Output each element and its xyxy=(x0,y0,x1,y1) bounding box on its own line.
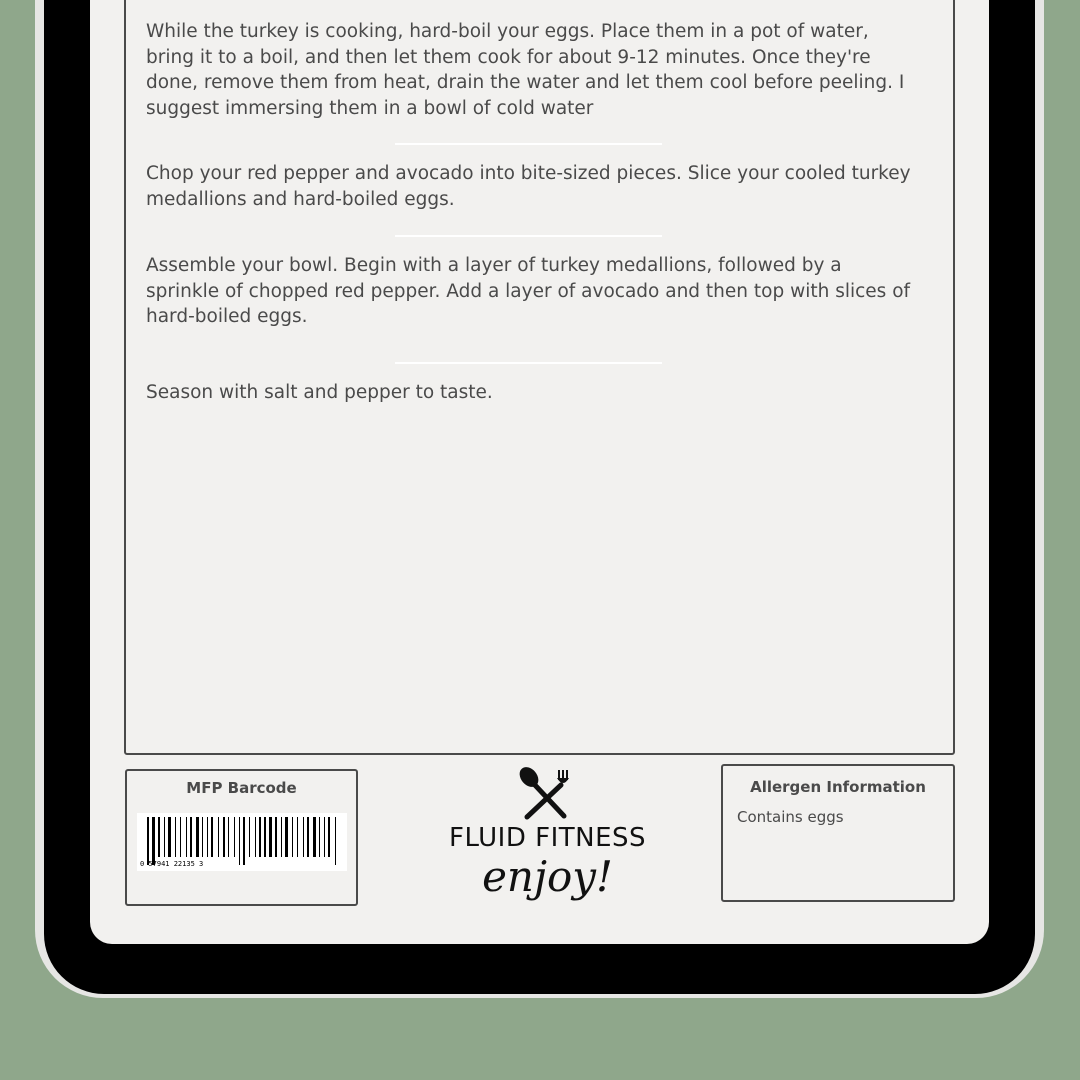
step-divider xyxy=(395,143,662,145)
method-step-1: While the turkey is cooking, hard-boil your eggs. Place them in a pot of water, bring it to a boil, and then let them cook for about 9-12 minutes. Once they're done, remove them from heat, drain the water and let them cool before peeling. I suggest immersing them in a bowl of cold water xyxy=(146,21,905,119)
barcode-digits: 0 57941 22135 3 xyxy=(140,860,204,868)
step-divider xyxy=(395,235,662,237)
step-divider xyxy=(395,362,662,364)
brand-logo xyxy=(440,766,655,931)
method-step-2: Chop your red pepper and avocado into bite-sized pieces. Slice your cooled turkey medallions and hard-boiled eggs. xyxy=(146,163,911,210)
allergen-box xyxy=(721,764,955,902)
allergen-title: Allergen Information xyxy=(750,778,926,796)
brand-name: FLUID FITNESS xyxy=(448,823,647,853)
mfp-barcode[interactable] xyxy=(137,813,347,871)
barcode-icon xyxy=(137,813,347,871)
crossed-fork-spoon-icon xyxy=(515,766,575,822)
method-step-3: Assemble your bowl. Begin with a layer of turkey medallions, followed by a sprinkle of chopped red pepper. Add a layer of avocado and then top with slices of hard-boiled eggs. xyxy=(146,255,911,327)
brand-tagline: enjoy! xyxy=(482,852,613,901)
allergen-text: Contains eggs xyxy=(737,808,844,826)
method-step-4: Season with salt and pepper to taste. xyxy=(146,382,493,403)
barcode-title: MFP Barcode xyxy=(186,779,297,797)
